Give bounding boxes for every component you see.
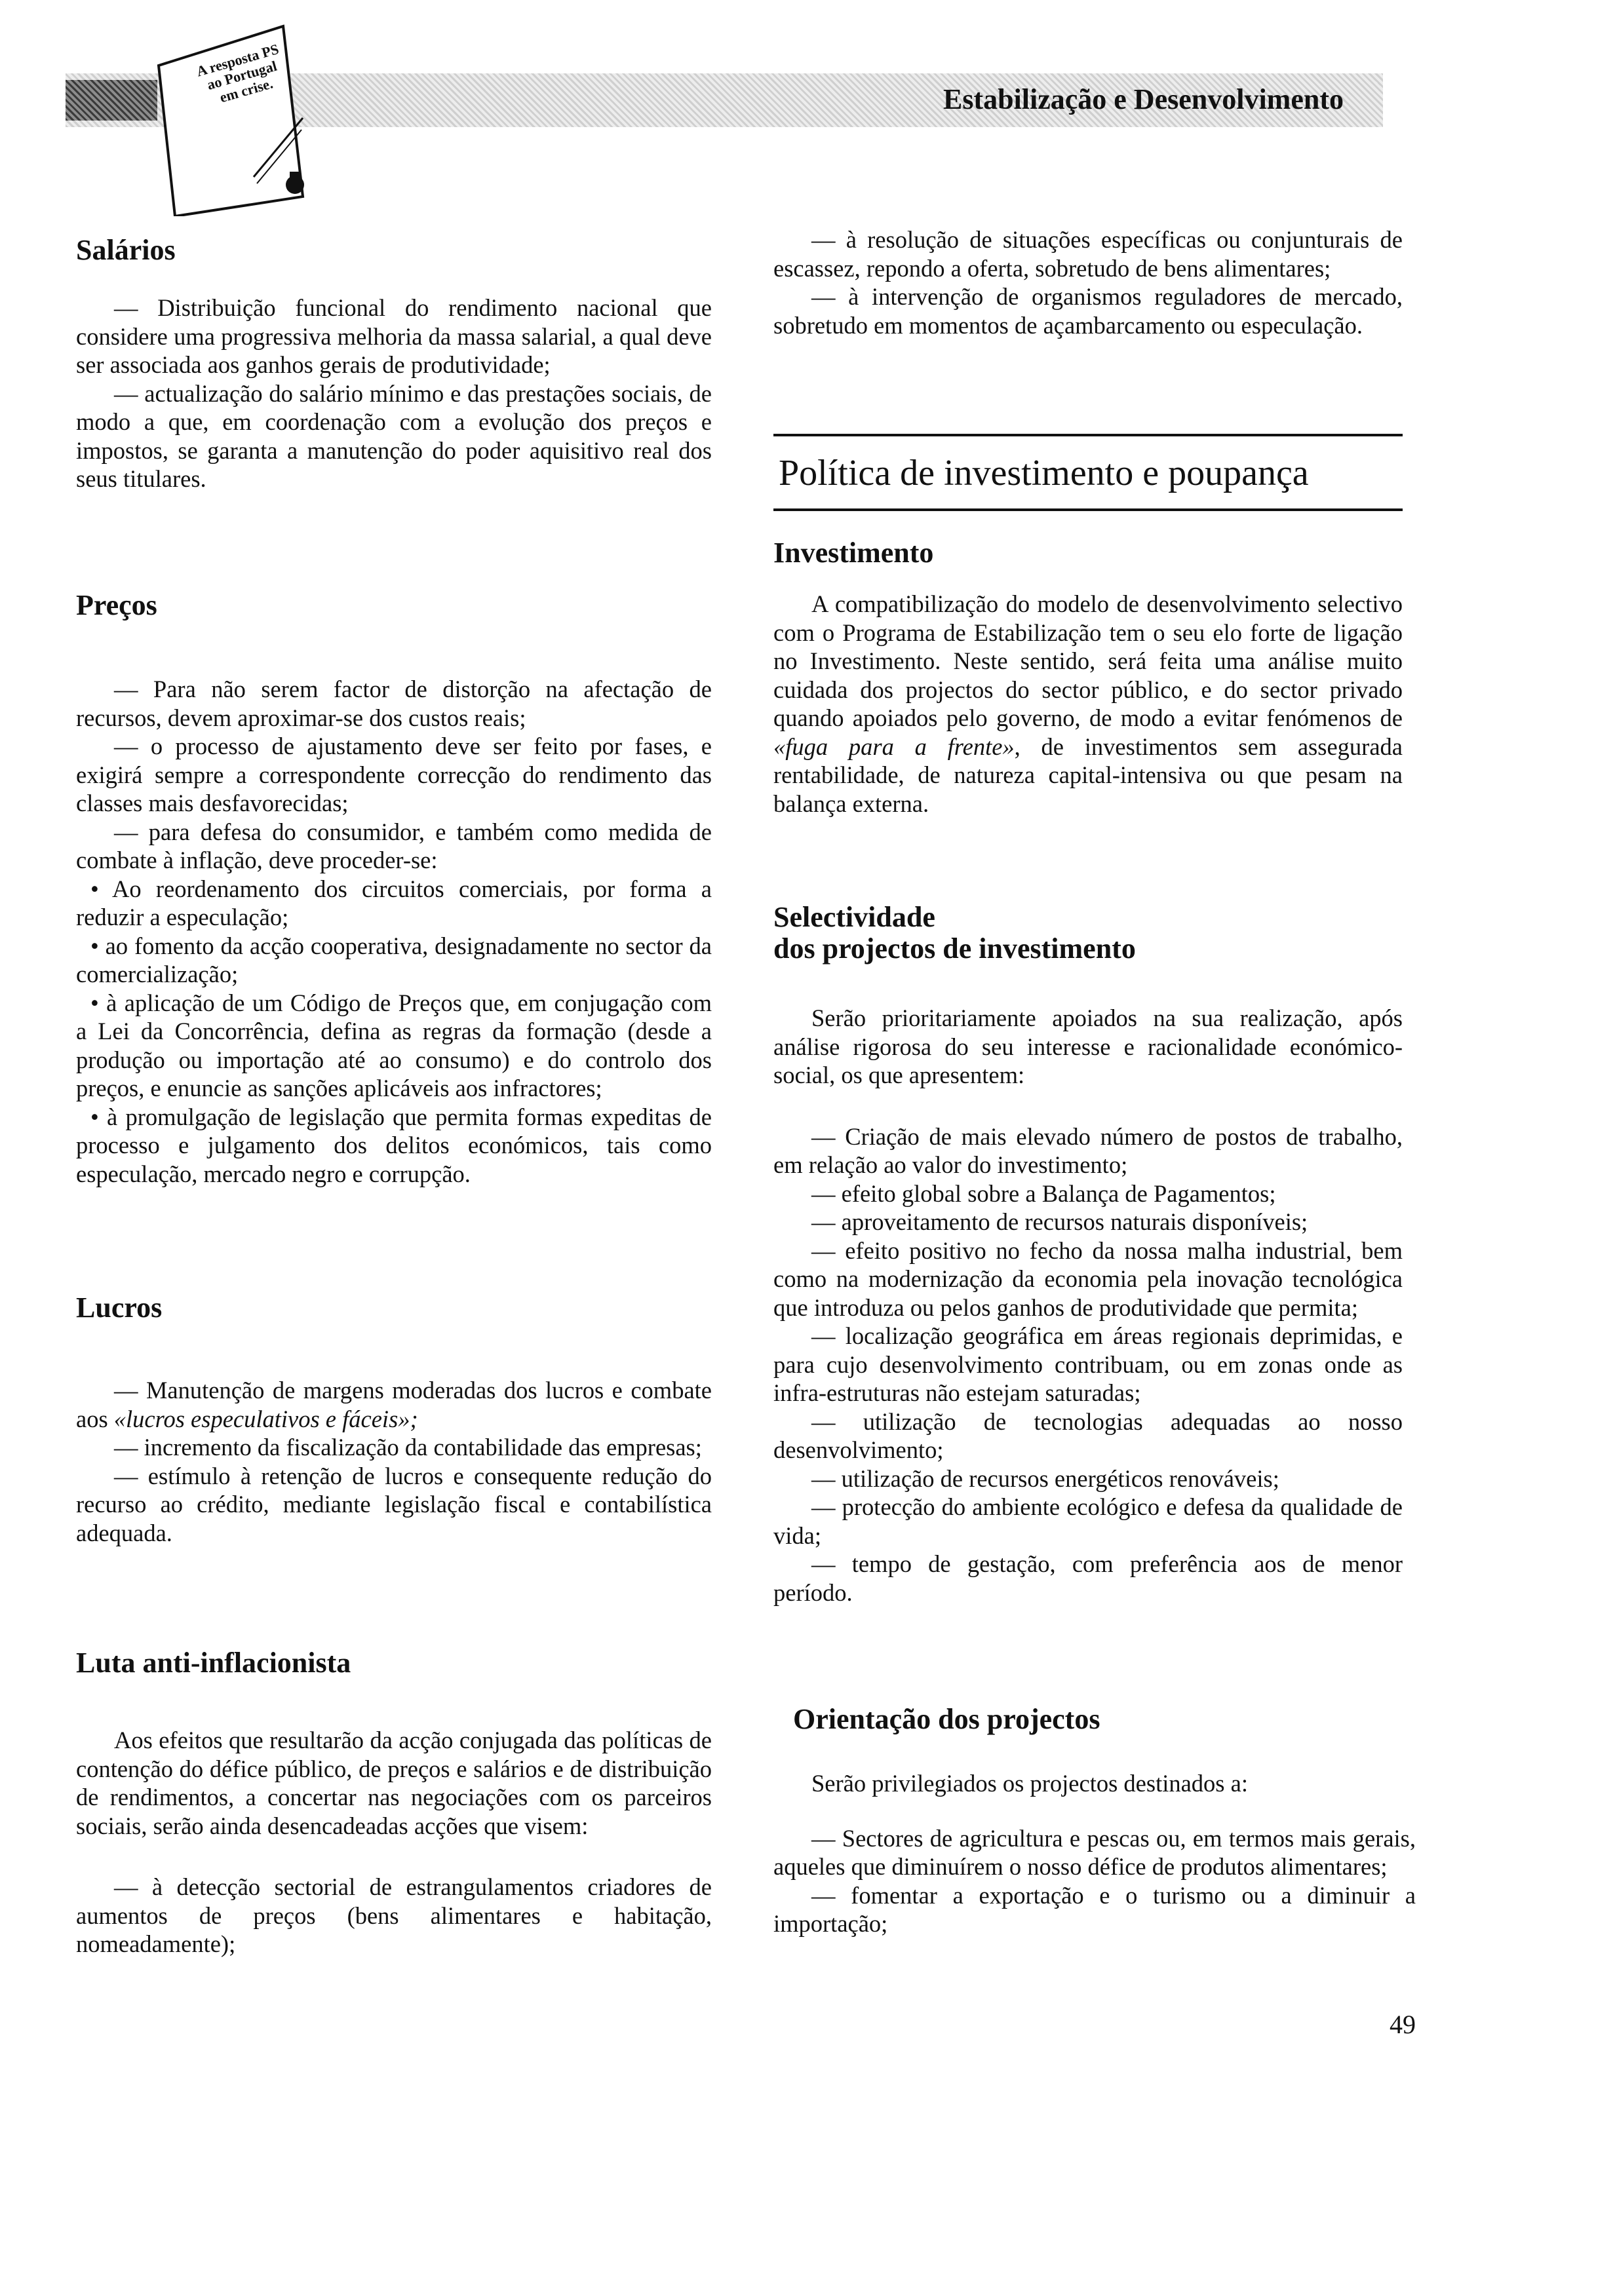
precos-text bbox=[76, 675, 712, 1188]
list-item: — localização geográfica em áreas regionais deprimidas, e para cujo desenvolvimento contribuam, ou em zonas onde as infra-estruturas não estejam saturadas; bbox=[773, 1322, 1403, 1406]
paragraph: Aos efeitos que resultarão da acção conjugada das políticas de contenção do défice público, de preços e salários e de distribuição de rendimentos, a concertar nas negociações com os parceiros sociais, serão ainda desencadeadas acções que visem: bbox=[76, 1727, 712, 1839]
running-head: Estabilização e Desenvolvimento bbox=[943, 83, 1344, 115]
logo-text: A resposta PS ao Portugal em crise. bbox=[194, 40, 281, 106]
paragraph: — estímulo à retenção de lucros e consequente redução do recurso ao crédito, mediante legislação fiscal e contabilística adequada. bbox=[76, 1462, 712, 1546]
paragraph: — incremento da fiscalização da contabilidade das empresas; bbox=[114, 1434, 702, 1461]
list-item: — fomentar a exportação e o turismo ou a diminuir a importação; bbox=[773, 1881, 1416, 1937]
paragraph bbox=[773, 590, 1403, 818]
list-item: — efeito global sobre a Balança de Pagamentos; bbox=[811, 1179, 1276, 1207]
heading-selectividade-2: dos projectos de investimento bbox=[773, 932, 1136, 965]
list-item: — Sectores de agricultura e pescas ou, em termos mais gerais, aqueles que diminuírem o nosso défice de produtos alimentares; bbox=[773, 1824, 1416, 1880]
italic-quote: «lucros especulativos e fáceis»; bbox=[113, 1405, 418, 1432]
section-rule-bottom bbox=[773, 508, 1403, 511]
heading-precos: Preços bbox=[76, 589, 157, 621]
paragraph: — Distribuição funcional do rendimento nacional que considere uma progressiva melhoria da massa salarial, a qual deve ser associada aos ganhos gerais de produtividade; bbox=[76, 294, 712, 378]
heading-orientacao: Orientação dos projectos bbox=[793, 1703, 1100, 1735]
heading-luta: Luta anti-inflacionista bbox=[76, 1647, 351, 1679]
text-run: A compatibilização do modelo de desenvolvimento selectivo com o Programa de Estabilização tem o seu elo forte de ligação no Investimento. Neste sentido, será feita uma análise muito cuidada dos projectos do sector público, e do sector privado quando apoiados pelo governo, de modo a evitar fenómenos de bbox=[773, 590, 1403, 731]
list-item: — efeito positivo no fecho da nossa malha industrial, bem como na modernização da economia pela inovação tecnológica que introduza ou pelos ganhos de produtividade que permita; bbox=[773, 1236, 1403, 1321]
paragraph: — para defesa do consumidor, e também como medida de combate à inflação, deve proceder-se: bbox=[76, 818, 712, 873]
paragraph: — à detecção sectorial de estrangulamentos criadores de aumentos de preços (bens alimentares e habitação, nomeadamente); bbox=[76, 1873, 712, 1957]
bullet-item: • à promulgação de legislação que permita formas expeditas de processo e julgamento dos delitos económicos, tais como especulação, mercado negro e corrupção. bbox=[76, 1103, 712, 1187]
bullet-item: • à aplicação de um Código de Preços que, em conjugação com a Lei da Concorrência, defina as regras da formação (desde a produção ou importação até ao consumo) e do controlo dos preços, e enuncie as sanções aplicáveis aos infractores; bbox=[76, 989, 712, 1101]
orientacao-text bbox=[773, 1769, 1416, 1938]
investimento-text bbox=[773, 590, 1403, 818]
page-number: 49 bbox=[1390, 2010, 1416, 2039]
heading-investimento: Investimento bbox=[773, 537, 934, 569]
bullet-item: • ao fomento da acção cooperativa, designadamente no sector da comercialização; bbox=[76, 932, 712, 987]
lucros-text bbox=[76, 1376, 712, 1547]
booklet-icon bbox=[146, 20, 322, 216]
header-band-dark-end bbox=[66, 80, 157, 121]
section-rule-top bbox=[773, 434, 1403, 436]
list-item: — utilização de recursos energéticos renováveis; bbox=[811, 1464, 1279, 1492]
paragraph: Serão prioritariamente apoiados na sua realização, após análise rigorosa do seu interesse e racionalidade económico-social, os que apresentem: bbox=[773, 1004, 1403, 1088]
text-run: , de investimentos sem assegurada rentabilidade, de natureza capital-intensiva ou que pesam na balança externa. bbox=[773, 733, 1403, 817]
list-item: — utilização de tecnologias adequadas ao nosso desenvolvimento; bbox=[773, 1407, 1403, 1463]
paragraph: — o processo de ajustamento deve ser feito por fases, e exigirá sempre a correspondente correcção do rendimento das classes mais desfavorecidas; bbox=[76, 733, 712, 816]
ps-booklet-logo bbox=[146, 20, 322, 216]
selectividade-text bbox=[773, 1004, 1403, 1607]
heading-politica: Política de investimento e poupança bbox=[779, 453, 1309, 493]
luta-text bbox=[76, 1726, 712, 1959]
list-item: — tempo de gestação, com preferência aos de menor período. bbox=[773, 1550, 1403, 1606]
list-item: — aproveitamento de recursos naturais disponíveis; bbox=[811, 1208, 1308, 1235]
italic-quote: «fuga para a frente» bbox=[773, 733, 1015, 760]
paragraph: — Para não serem factor de distorção na afectação de recursos, devem aproximar-se dos custos reais; bbox=[76, 676, 712, 731]
paragraph: — à intervenção de organismos reguladores de mercado, sobretudo em momentos de açambarcamento ou especulação. bbox=[773, 283, 1403, 339]
paragraph: Serão privilegiados os projectos destinados a: bbox=[811, 1770, 1248, 1797]
salarios-text bbox=[76, 294, 712, 493]
heading-lucros: Lucros bbox=[76, 1292, 163, 1324]
list-item: — protecção do ambiente ecológico e defesa da qualidade de vida; bbox=[773, 1493, 1403, 1549]
paragraph: — à resolução de situações específicas ou conjunturais de escassez, repondo a oferta, sobretudo de bens alimentares; bbox=[773, 226, 1403, 282]
paragraph: — actualização do salário mínimo e das prestações sociais, de modo a que, em coordenação com a evolução dos preços e impostos, se garanta a manutenção do poder aquisitivo real dos seus titulares. bbox=[76, 379, 712, 492]
heading-selectividade-1: Selectividade bbox=[773, 901, 935, 933]
paragraph bbox=[76, 1376, 712, 1433]
text-run: — Manutenção de margens moderadas dos lucros e combate aos bbox=[76, 1377, 712, 1432]
continuation-text bbox=[773, 225, 1403, 339]
list-item: — Criação de mais elevado número de postos de trabalho, em relação ao valor do investimento; bbox=[773, 1122, 1403, 1178]
heading-salarios: Salários bbox=[76, 234, 176, 266]
bullet-item: • Ao reordenamento dos circuitos comerciais, por forma a reduzir a especulação; bbox=[76, 875, 712, 930]
